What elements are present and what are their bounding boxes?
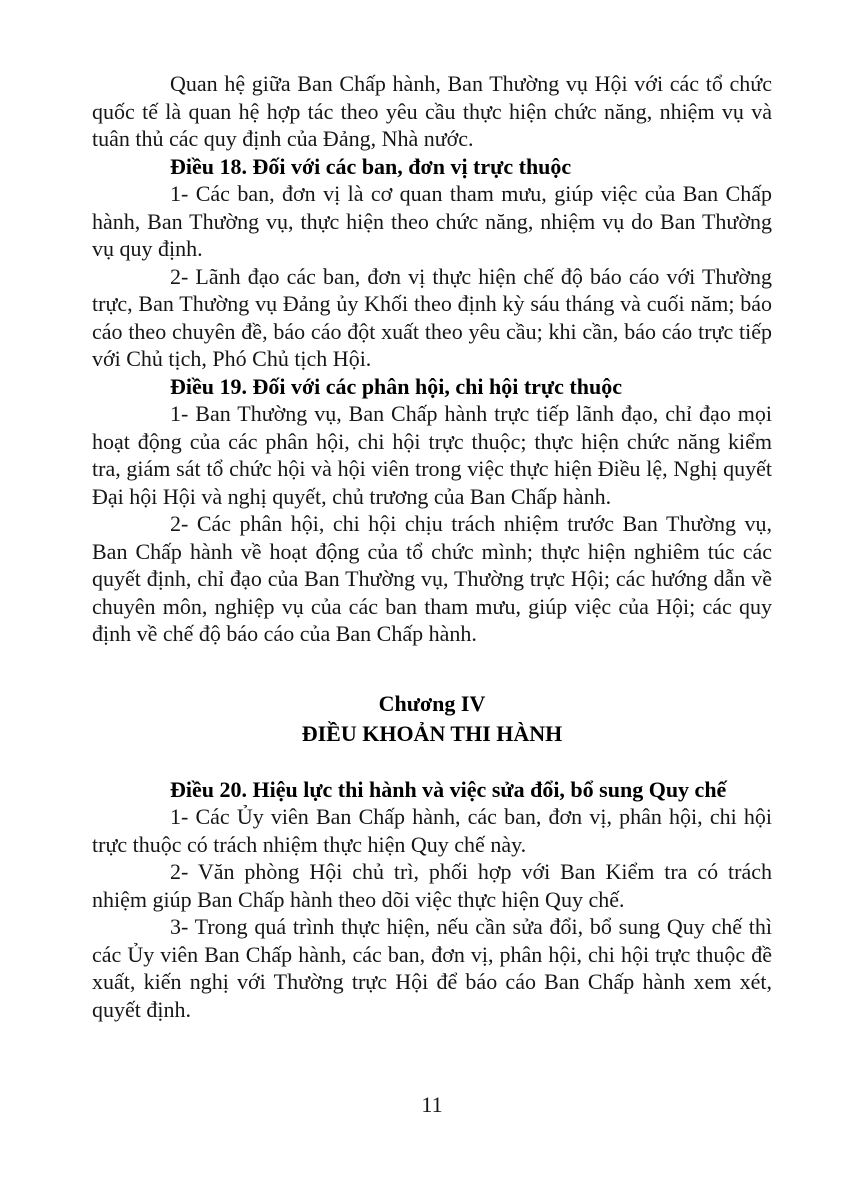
chapter-heading [92, 689, 772, 749]
chapter-label: Chương IV [378, 690, 486, 716]
page-number: 11 [421, 1092, 443, 1117]
paragraph-article19-item2: 2- Các phân hội, chi hội chịu trách nhiệm trước Ban Thường vụ, Ban Chấp hành về hoạt động của tổ chức mình; thực hiện nghiêm túc các quyết định, chỉ đạo của Ban Thường vụ, Thường trực Hội; các hướng dẫn về chuyên môn, nghiệp vụ của các ban tham mưu, giúp việc của Hội; các quy định về chế độ báo cáo của Ban Chấp hành. [92, 511, 772, 646]
paragraph-article20-item1: 1- Các Ủy viên Ban Chấp hành, các ban, đơn vị, phân hội, chi hội trực thuộc có trách nhiệm thực hiện Quy chế này. [92, 804, 772, 857]
article-heading-19: Điều 19. Đối với các phân hội, chi hội trực thuộc [170, 373, 622, 399]
paragraph-intl-relations: Quan hệ giữa Ban Chấp hành, Ban Thường vụ Hội với các tổ chức quốc tế là quan hệ hợp tác theo yêu cầu thực hiện chức năng, nhiệm vụ và tuân thủ các quy định của Đảng, Nhà nước. [92, 71, 772, 151]
paragraph-article20-item2: 2- Văn phòng Hội chủ trì, phối hợp với Ban Kiểm tra có trách nhiệm giúp Ban Chấp hành theo dõi việc thực hiện Quy chế. [92, 859, 772, 912]
article-heading-20: Điều 20. Hiệu lực thi hành và việc sửa đổi, bổ sung Quy chế [170, 776, 727, 802]
paragraph-article18-item2: 2- Lãnh đạo các ban, đơn vị thực hiện chế độ báo cáo với Thường trực, Ban Thường vụ Đảng ủy Khối theo định kỳ sáu tháng và cuối năm; báo cáo theo chuyên đề, báo cáo đột xuất theo yêu cầu; khi cần, báo cáo trực tiếp với Chủ tịch, Phó Chủ tịch Hội. [92, 263, 772, 371]
paragraph-article18-item1: 1- Các ban, đơn vị là cơ quan tham mưu, giúp việc của Ban Chấp hành, Ban Thường vụ, thực hiện theo chức năng, nhiệm vụ do Ban Thường vụ quy định. [92, 181, 772, 261]
paragraph-article19-item1: 1- Ban Thường vụ, Ban Chấp hành trực tiếp lãnh đạo, chỉ đạo mọi hoạt động của các phân hội, chi hội trực thuộc; thực hiện chức năng kiểm tra, giám sát tổ chức hội và hội viên trong việc thực hiện Điều lệ, Nghị quyết Đại hội Hội và nghị quyết, chủ trương của Ban Chấp hành. [92, 401, 772, 509]
chapter-title: ĐIỀU KHOẢN THI HÀNH [301, 720, 563, 746]
article-heading-18: Điều 18. Đối với các ban, đơn vị trực thuộc [170, 153, 572, 179]
paragraph-article20-item3: 3- Trong quá trình thực hiện, nếu cần sửa đổi, bổ sung Quy chế thì các Ủy viên Ban Chấp hành, các ban, đơn vị, phân hội, chi hội trực thuộc đề xuất, kiến nghị với Thường trực Hội để báo cáo Ban Chấp hành xem xét, quyết định. [92, 914, 772, 1022]
